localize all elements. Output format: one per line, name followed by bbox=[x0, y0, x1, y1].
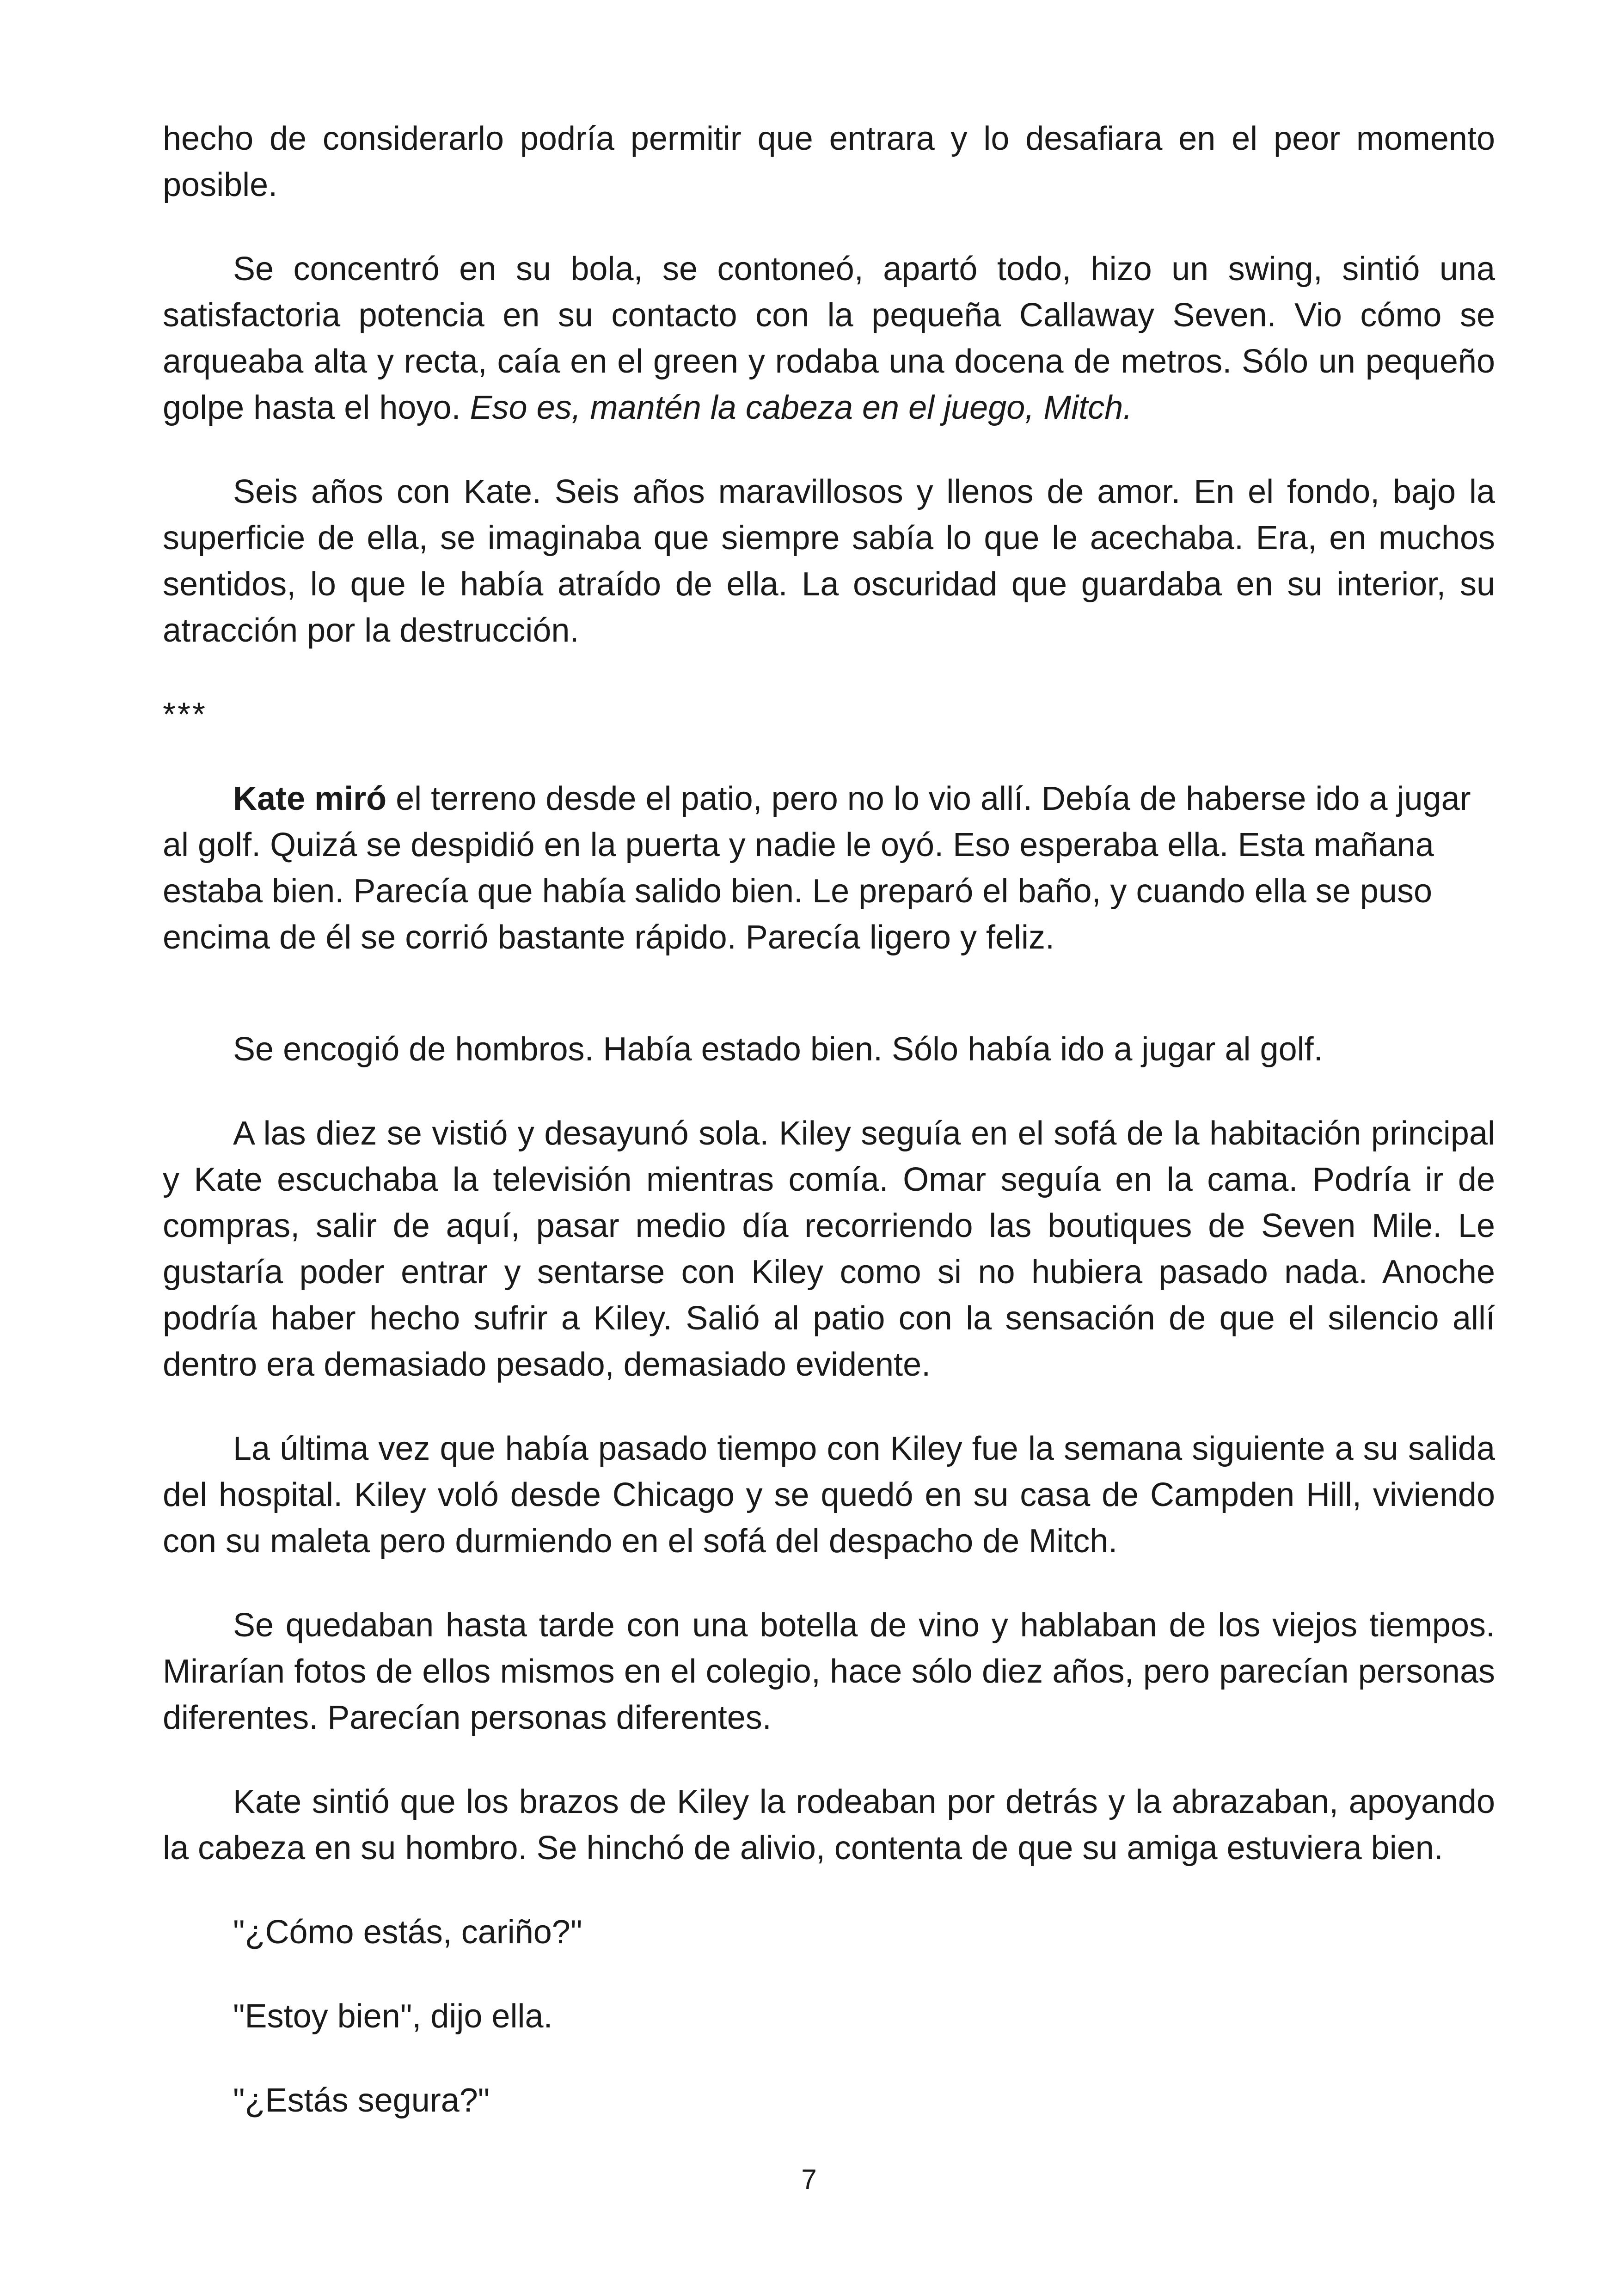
paragraph-embrace: Kate sintió que los brazos de Kiley la rodeaban por detrás y la abrazaban, apoyando la cabeza en su hombro. Se hinchó de alivio, contenta de que su amiga estuviera bien. bbox=[163, 1783, 1495, 1867]
dialogue-line: "Estoy bien", dijo ella. bbox=[233, 1998, 553, 2035]
page-number: 7 bbox=[801, 2164, 817, 2195]
paragraph-six-years: Seis años con Kate. Seis años maravillosos y llenos de amor. En el fondo, bajo la superficie de ella, se imaginaba que siempre sabía lo que le acechaba. Era, en muchos sentidos, lo que le había atraído de ella. La oscuridad que guardaba en su interior, su atracción por la destrucción. bbox=[163, 473, 1495, 649]
paragraph-continuation: hecho de considerarlo podría permitir que entrara y lo desafiara en el peor momento posible. bbox=[163, 120, 1495, 203]
paragraph-text: el terreno desde el patio, pero no lo vio allí. Debía de haberse ido a jugar al golf. Quizá se despidió en la puerta y nadie le oyó. Eso esperaba ella. Esta mañana estaba bien. Parecía que había salido bien. Le preparó el baño, y cuando ella se puso encima de él se corrió bastante rápido. Parecía ligero y feliz. bbox=[163, 780, 1471, 956]
paragraph-golf-swing bbox=[163, 246, 1495, 431]
scene-separator: *** bbox=[163, 696, 208, 733]
paragraph-kate-patio bbox=[163, 776, 1495, 961]
paragraph-wine: Se quedaban hasta tarde con una botella de vino y hablaban de los viejos tiempos. Mirarían fotos de ellos mismos en el colegio, hace sólo diez años, pero parecían personas diferentes. Parecían personas diferentes. bbox=[163, 1607, 1495, 1736]
bold-lead-in: Kate miró bbox=[233, 780, 387, 817]
paragraph-shrug: Se encogió de hombros. Había estado bien. Sólo había ido a jugar al golf. bbox=[233, 1031, 1323, 1068]
paragraph-last-time: La última vez que había pasado tiempo con Kiley fue la semana siguiente a su salida del hospital. Kiley voló desde Chicago y se quedó en su casa de Campden Hill, viviendo con su maleta pero durmiendo en el sofá del despacho de Mitch. bbox=[163, 1430, 1495, 1560]
paragraph-breakfast: A las diez se vistió y desayunó sola. Kiley seguía en el sofá de la habitación principal y Kate escuchaba la televisión mientras comía. Omar seguía en la cama. Podría ir de compras, salir de aquí, pasar medio día recorriendo las boutiques de Seven Mile. Le gustaría poder entrar y sentarse con Kiley como si no hubiera pasado nada. Anoche podría haber hecho sufrir a Kiley. Salió al patio con la sensación de que el silencio allí dentro era demasiado pesado, demasiado evidente. bbox=[163, 1115, 1495, 1383]
dialogue-line: "¿Estás segura?" bbox=[233, 2082, 490, 2119]
italic-thought: Eso es, mantén la cabeza en el juego, Mitch. bbox=[470, 389, 1133, 426]
dialogue-line: "¿Cómo estás, cariño?" bbox=[233, 1914, 582, 1951]
book-page bbox=[163, 116, 1495, 2124]
paragraph-text: Se concentró en su bola, se contoneó, apartó todo, hizo un swing, sintió una satisfactoria potencia en su contacto con la pequeña Callaway Seven. Vio cómo se arqueaba alta y recta, caía en el green y rodaba una docena de metros. Sólo un pequeño golpe hasta el hoyo. bbox=[163, 251, 1495, 426]
